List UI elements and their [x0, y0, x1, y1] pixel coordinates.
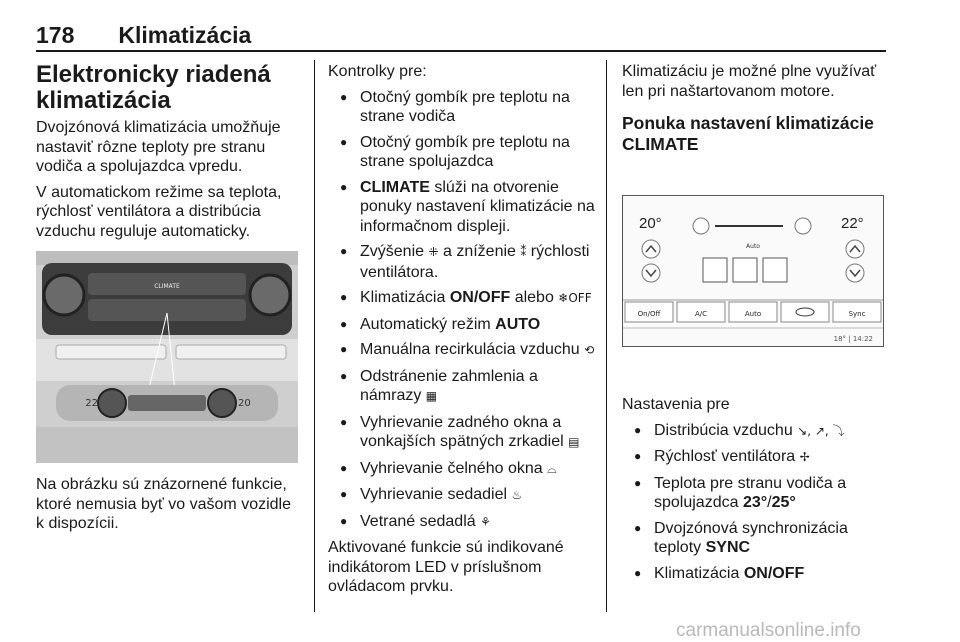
screen-button-sync: Sync — [848, 310, 866, 318]
screen-temp-left: 20° — [639, 215, 662, 232]
list-item: ● CLIMATE slúži na otvorenie ponuky nastavení klimatizácie na informačnom displeji. — [328, 178, 598, 237]
list-intro: Nastavenia pre — [622, 396, 730, 413]
recirculation-icon: ⟲ — [584, 343, 595, 357]
list-item: ● Teplota pre stranu vodiča a spolujazdca 23°/25° — [622, 474, 890, 513]
column-1 — [36, 62, 301, 540]
paragraph: Dvojzónová klimatizácia umožňuje nastaviť rôzne teploty pre stranu vodiča a spolujazdca vpredu. — [36, 119, 281, 175]
control-panel-photo — [36, 251, 298, 463]
page-number: 178 — [36, 22, 75, 48]
paragraph: V automatickom režime sa teplota, rýchlosť ventilátora a distribúcia vzduchu reguluje automaticky. — [36, 183, 282, 240]
list-item: ● Dvojzónová synchronizácia teploty SYNC — [622, 519, 890, 558]
list-item: ● Otočný gombík pre teplotu na strane vodiča — [328, 88, 598, 127]
list-item: ● Zvýšenie ⁜ a zníženie ⁑ rýchlosti ventilátora. — [328, 242, 598, 282]
rear-window-heat-icon: ▤ — [568, 435, 580, 449]
list-item: ● Vyhrievanie zadného okna a vonkajších spätných zrkadiel ▤ — [328, 413, 598, 453]
photo-temp-left: 22 — [85, 398, 98, 409]
page-header — [36, 22, 251, 49]
fan-down-icon: ⁑ — [520, 245, 527, 259]
photo-temp-right: 20 — [238, 398, 251, 409]
chapter-title: Klimatizácia — [118, 22, 252, 48]
list-item: ● Otočný gombík pre teplotu na strane spolujazdca — [328, 133, 598, 172]
subsection-heading: Ponuka nastavení klimatizácie CLIMATE — [622, 113, 874, 154]
fan-up-icon: ⁜ — [428, 245, 439, 259]
air-distribution-icons: ↘, ↗, ⤵ — [797, 423, 845, 438]
footer-watermark: carmanualsonline.info — [676, 620, 861, 641]
screen-temp-right: 22° — [841, 215, 864, 232]
column-divider-1 — [314, 60, 315, 612]
photo-caption: Na obrázku sú znázornené funkcie, ktoré nemusia byť vo vašom vozidle k dispozícii. — [36, 476, 291, 532]
windscreen-heat-icon: ⌓ — [547, 461, 557, 476]
list-item: ● Klimatizácia ON/OFF alebo ❄OFF — [328, 288, 598, 309]
list-item: ● Rýchlosť ventilátora ✢ — [622, 447, 890, 468]
screen-button-onoff: On/Off — [637, 310, 661, 318]
screen-button-ac: A/C — [694, 310, 708, 318]
section-heading: Elektronicky riadená klimatizácia — [36, 61, 271, 114]
list-item: ● Manuálna recirkulácia vzduchu ⟲ — [328, 340, 598, 361]
screen-button-auto: Auto — [744, 310, 762, 318]
header-rule — [36, 50, 886, 52]
list-item: ● Vetrané sedadlá ⚘ — [328, 512, 598, 533]
screen-status: 18° | 14:22 — [833, 335, 873, 343]
list-intro: Kontrolky pre: — [328, 63, 427, 80]
paragraph: Aktivované funkcie sú indikované indikátorom LED v príslušnom ovládacom prvku. — [328, 539, 564, 595]
list-item: ● Vyhrievanie sedadiel ♨ — [328, 485, 598, 506]
seat-heat-icon: ♨ — [511, 488, 523, 502]
column-divider-2 — [606, 60, 607, 612]
climate-screen-graphic — [623, 196, 883, 346]
indicator-list — [328, 88, 598, 533]
column-3 — [622, 62, 890, 589]
settings-list — [622, 421, 890, 584]
list-item: ● Vyhrievanie čelného okna ⌓ — [328, 459, 598, 480]
screen-mode: Auto — [746, 243, 760, 250]
snowflake-off-icon: ❄OFF — [558, 291, 592, 305]
list-item: ● Distribúcia vzduchu ↘, ↗, ⤵ — [622, 421, 890, 442]
defrost-icon: ▦ — [425, 389, 438, 403]
list-item: ● Odstránenie zahmlenia a námrazy ▦ — [328, 367, 598, 407]
list-item: ● Klimatizácia ON/OFF — [622, 564, 890, 584]
paragraph: Klimatizáciu je možné plne využívať len pri naštartovanom motore. — [622, 63, 877, 100]
control-panel-illustration — [36, 251, 298, 463]
photo-climate-label: CLIMATE — [154, 283, 180, 290]
column-2 — [328, 62, 598, 603]
seat-vent-icon: ⚘ — [480, 514, 491, 529]
list-item: ● Automatický režim AUTO — [328, 315, 598, 335]
climate-screen-illustration — [622, 195, 884, 347]
fan-icon: ✢ — [799, 450, 810, 464]
